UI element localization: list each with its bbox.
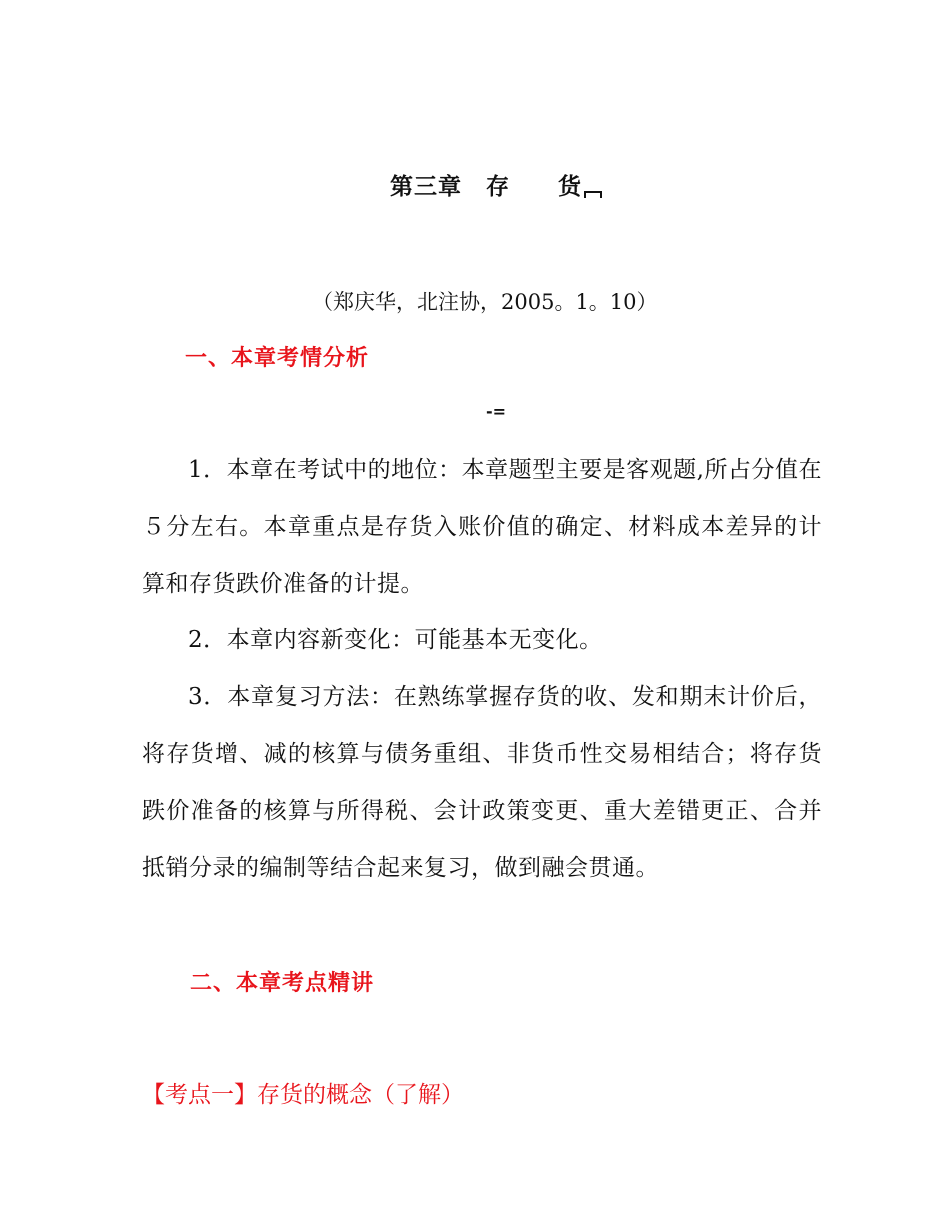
section-heading-key-points: 二、本章考点精讲 bbox=[190, 971, 375, 996]
paragraph-new-changes: 2．本章内容新变化：可能基本无变化。 bbox=[188, 627, 603, 653]
title-bracket-mark bbox=[584, 191, 602, 198]
author-byline: （郑庆华，北注协，2005。1。10） bbox=[312, 290, 658, 314]
chapter-name-char-2: 货 bbox=[558, 174, 582, 200]
key-point-one bbox=[142, 1076, 464, 1109]
chapter-name-char-1: 存 bbox=[486, 174, 510, 200]
key-point-label: 【考点一】 bbox=[142, 1082, 257, 1108]
stray-mark: -= bbox=[486, 402, 507, 421]
paragraph-chapter-status: 1．本章在考试中的地位：本章题型主要是客观题,所占分值在５分左右。本章重点是存货入账价值的确定、材料成本差异的计算和存货跌价准备的计提。 bbox=[142, 457, 822, 597]
chapter-title bbox=[390, 168, 602, 201]
chapter-number: 第三章 bbox=[390, 174, 462, 200]
section-heading-exam-analysis: 一、本章考情分析 bbox=[185, 346, 370, 371]
paragraph-review-method: 3．本章复习方法：在熟练掌握存货的收、发和期末计价后，将存货增、减的核算与债务重组、非货币性交易相结合；将存货跌价准备的核算与所得税、会计政策变更、重大差错更正、合并抵销分录的编制等结合起来复习，做到融会贯通。 bbox=[142, 684, 822, 881]
key-point-text: 存货的概念（了解） bbox=[257, 1082, 464, 1108]
